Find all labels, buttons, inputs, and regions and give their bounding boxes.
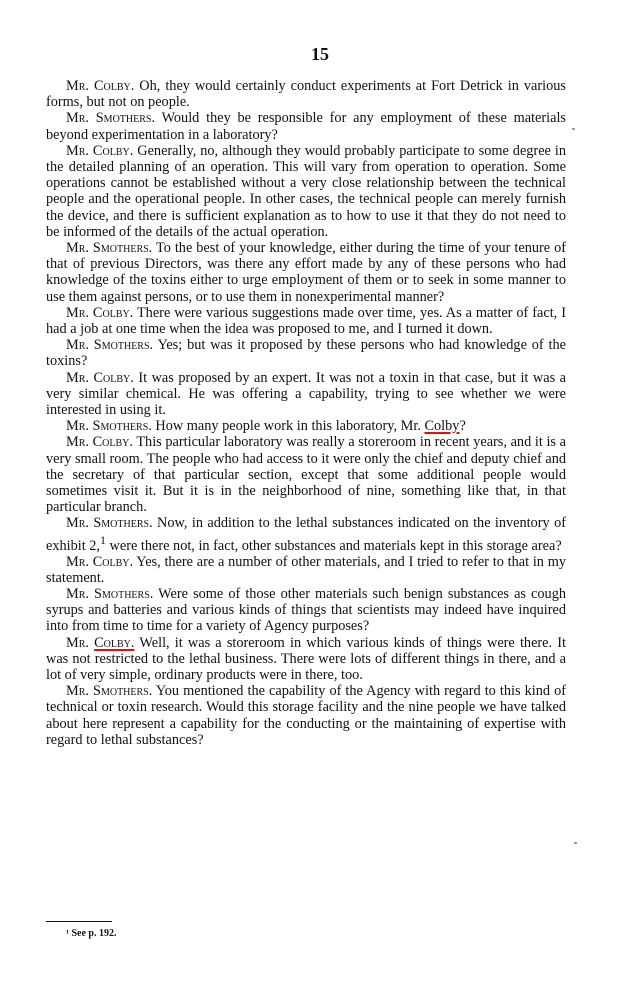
paragraph — [46, 110, 566, 142]
statement: Now, in addition to the lethal substances indicated on the inventory of exhibit 2, — [46, 515, 566, 554]
paragraph — [46, 683, 566, 748]
paragraph — [46, 370, 566, 419]
statement: This particular laboratory was really a storeroom in recent years, and it is a very small room. The people who had access to it were only the chief and deputy chief and the secretary of that particular section, except that some additional people would sometimes visit it. But it is in the neighborhood of nine, something like that, in that particular branch. — [46, 434, 566, 516]
speaker: Mr. Colby. — [66, 142, 134, 159]
paragraph — [46, 240, 566, 305]
statement: Well, it was a storeroom in which various kinds of things were there. It was not restricted to the lethal business. There were lots of different things in there, and a lot of very simple, ordinary products were in there, too. — [46, 634, 567, 684]
statement: Generally, no, although they would probably participate to some degree in the detailed planning of an operation. This will vary from operation to operation. Some operations cannot be established without a very close relationship between the technical people and the operational people. In other cases, the technical people can merely furnish the device, and there is sufficient explanation as to how to use it that they do not need to be informed of the details of the actual operation. — [46, 142, 566, 240]
paragraph — [46, 554, 566, 586]
speaker: Mr. Smothers. — [66, 515, 153, 532]
speaker: Mr. Smothers. — [66, 240, 153, 257]
statement-end: were there not, in fact, other substances and materials kept in this storage area? — [105, 537, 562, 554]
footnote-divider — [46, 921, 112, 922]
paragraph — [46, 515, 566, 553]
statement: You mentioned the capability of the Agency with regard to this kind of technical or toxin research. Would this storage facility and the nine people we have talked about here represent a capability for the conducting or the maintaining of expertise with regard to lethal substances? — [46, 683, 566, 748]
speaker: Mr. Smothers. — [66, 683, 153, 700]
statement: Were some of those other materials such benign substances as cough syrups and batteries and various kinds of things that scientists may indeed have inquired into from time to time for a variety of Agency purposes? — [46, 586, 567, 635]
statement: Yes; but was it proposed by these persons who had knowledge of the toxins? — [46, 337, 566, 370]
speaker: Mr. Colby. — [66, 304, 134, 321]
scan-speck — [574, 842, 577, 844]
speaker: Mr. Smothers. — [66, 110, 156, 127]
testimony-text — [46, 78, 566, 748]
scan-speck — [572, 128, 575, 130]
speaker: Mr. Smothers. — [66, 337, 154, 354]
speaker: Mr. Colby. — [66, 369, 134, 386]
statement: Would they be responsible for any employment of these materials beyond experimentation in a laboratory? — [46, 110, 566, 143]
speaker-prefix: Mr. — [66, 634, 95, 651]
page-number: 15 — [311, 44, 329, 64]
paragraph — [46, 635, 566, 684]
statement-end: ? — [459, 418, 466, 435]
paragraph — [46, 418, 566, 434]
footnote: ¹ See p. 192. — [66, 928, 117, 939]
speaker: Mr. Smothers. — [66, 586, 154, 603]
speaker: Mr. Colby. — [66, 78, 135, 94]
highlighted-name: Colby — [424, 418, 460, 435]
statement: Yes, there are a number of other materials, and I tried to refer to that in my statement. — [46, 553, 566, 586]
paragraph — [46, 586, 566, 635]
footnote-reference: 1 — [100, 532, 106, 547]
statement: It was proposed by an expert. It was not a toxin in that case, but it was a very similar chemical. He was offering a capability, trying to see whether we were interested in using it. — [46, 369, 566, 419]
statement: How many people work in this laboratory, Mr. — [151, 418, 425, 435]
speaker: Mr. Colby. — [66, 553, 134, 570]
speaker: Mr. Colby. — [66, 434, 133, 451]
highlighted-speaker: Colby. — [94, 634, 135, 651]
paragraph — [46, 305, 566, 337]
paragraph — [46, 143, 566, 240]
statement: Oh, they would certainly conduct experiments at Fort Detrick in various forms, but not on people. — [46, 78, 566, 111]
paragraph — [46, 78, 566, 110]
statement: There were various suggestions made over time, yes. As a matter of fact, I had a job at one time when the idea was proposed to me, and I turned it down. — [46, 304, 566, 338]
paragraph — [46, 434, 566, 515]
paragraph — [46, 337, 566, 369]
speaker: Mr. Smothers. — [66, 418, 152, 435]
statement: To the best of your knowledge, either during the time of your tenure of that of previous Directors, was there any effort made by any of these persons who had knowledge of the toxins either to urge employment of them or to seek in some manner to use them against persons, or to use them in nonexperimental manner? — [46, 240, 566, 305]
